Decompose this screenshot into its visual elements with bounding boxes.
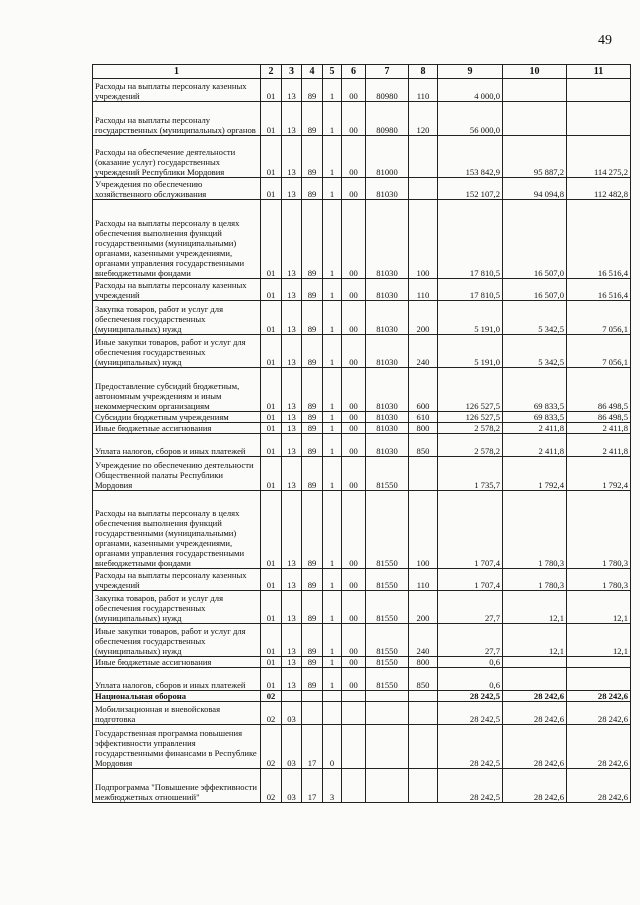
amount-col9: 27,7: [438, 624, 503, 657]
amount-col9: 2 578,2: [438, 434, 503, 457]
code-subsection: 13: [282, 301, 302, 335]
amount-col11: 114 275,2: [567, 136, 631, 178]
code-direction: [366, 725, 409, 769]
amount-col11: 28 242,6: [567, 725, 631, 769]
code-subsection: 13: [282, 200, 302, 279]
code-subsection: 13: [282, 79, 302, 102]
code-program: 17: [302, 725, 323, 769]
amount-col10: [503, 79, 567, 102]
code-subsection: 13: [282, 136, 302, 178]
code-expense-type: 110: [409, 79, 438, 102]
amount-col11: 1 780,3: [567, 491, 631, 569]
column-header: 3: [282, 65, 302, 79]
code-section: 01: [261, 178, 282, 200]
table-row: [93, 136, 631, 178]
code-direction: 81030: [366, 301, 409, 335]
column-header: 11: [567, 65, 631, 79]
code-program: 89: [302, 491, 323, 569]
amount-col9: 17 810,5: [438, 279, 503, 301]
column-header: 8: [409, 65, 438, 79]
amount-col11: 28 242,6: [567, 769, 631, 803]
code-section: 01: [261, 591, 282, 624]
code-subprogram: 1: [323, 423, 342, 434]
code-section: 01: [261, 434, 282, 457]
code-direction: 81030: [366, 178, 409, 200]
amount-col11: 7 056,1: [567, 301, 631, 335]
table-row: [93, 668, 631, 691]
code-section: 01: [261, 136, 282, 178]
code-section: 02: [261, 725, 282, 769]
code-expense-type: 850: [409, 668, 438, 691]
code-subprogram: 1: [323, 668, 342, 691]
code-program: 89: [302, 79, 323, 102]
amount-col9: 5 191,0: [438, 301, 503, 335]
amount-col9: 2 578,2: [438, 423, 503, 434]
table-row: [93, 569, 631, 591]
table-row: [93, 279, 631, 301]
code-direction: 81030: [366, 279, 409, 301]
amount-col11: [567, 668, 631, 691]
code-direction: [366, 702, 409, 725]
code-section: 01: [261, 301, 282, 335]
code-measure: 00: [342, 657, 366, 668]
row-name: Государственная программа повышения эффективности управления государственными финансами в Республике Мордовия: [93, 725, 261, 769]
amount-col9: 5 191,0: [438, 335, 503, 368]
amount-col10: 12,1: [503, 624, 567, 657]
amount-col9: 126 527,5: [438, 412, 503, 423]
column-header: 1: [93, 65, 261, 79]
code-subsection: 03: [282, 769, 302, 803]
table-row: [93, 79, 631, 102]
code-measure: 00: [342, 457, 366, 491]
code-subprogram: 1: [323, 368, 342, 412]
amount-col11: 16 516,4: [567, 279, 631, 301]
code-expense-type: 240: [409, 335, 438, 368]
code-expense-type: 110: [409, 569, 438, 591]
column-header: 5: [323, 65, 342, 79]
code-program: 89: [302, 434, 323, 457]
code-section: 01: [261, 200, 282, 279]
table-row: [93, 624, 631, 657]
code-measure: 00: [342, 591, 366, 624]
code-direction: 81030: [366, 200, 409, 279]
row-name: Учреждение по обеспечению деятельности Общественной палаты Республики Мордовия: [93, 457, 261, 491]
amount-col10: 5 342,5: [503, 335, 567, 368]
row-name: Предоставление субсидий бюджетным, автономным учреждениям и иным некоммерческим организациям: [93, 368, 261, 412]
amount-col11: 2 411,8: [567, 423, 631, 434]
amount-col10: [503, 668, 567, 691]
row-name: Расходы на выплаты персоналу в целях обеспечения выполнения функций государственными (муниципальными) органами, казенными учреждениями, органами управления государственными внебюджетными фондами: [93, 491, 261, 569]
code-section: 01: [261, 457, 282, 491]
code-subprogram: [323, 691, 342, 702]
code-subprogram: 1: [323, 200, 342, 279]
row-name: Иные закупки товаров, работ и услуг для обеспечения государственных (муниципальных) нужд: [93, 624, 261, 657]
code-expense-type: 800: [409, 423, 438, 434]
amount-col9: 28 242,5: [438, 725, 503, 769]
code-section: 02: [261, 769, 282, 803]
amount-col10: 1 780,3: [503, 569, 567, 591]
code-program: [302, 702, 323, 725]
amount-col10: [503, 657, 567, 668]
code-subsection: 13: [282, 102, 302, 136]
code-expense-type: 110: [409, 279, 438, 301]
code-expense-type: 240: [409, 624, 438, 657]
amount-col10: 69 833,5: [503, 368, 567, 412]
amount-col11: 7 056,1: [567, 335, 631, 368]
row-name: Расходы на выплаты персоналу государственных (муниципальных) органов: [93, 102, 261, 136]
table-row: [93, 491, 631, 569]
table-row: [93, 591, 631, 624]
column-header: 7: [366, 65, 409, 79]
amount-col10: 28 242,6: [503, 691, 567, 702]
code-section: 01: [261, 569, 282, 591]
code-direction: 81550: [366, 657, 409, 668]
code-program: 89: [302, 368, 323, 412]
amount-col9: 28 242,5: [438, 691, 503, 702]
amount-col9: 1 707,4: [438, 569, 503, 591]
row-name: Закупка товаров, работ и услуг для обеспечения государственных (муниципальных) нужд: [93, 591, 261, 624]
code-subsection: 13: [282, 279, 302, 301]
code-direction: 81030: [366, 368, 409, 412]
row-name: Подпрограмма "Повышение эффективности межбюджетных отношений": [93, 769, 261, 803]
code-subsection: 03: [282, 702, 302, 725]
amount-col11: 12,1: [567, 624, 631, 657]
code-section: 01: [261, 423, 282, 434]
code-expense-type: 100: [409, 200, 438, 279]
amount-col10: 28 242,6: [503, 769, 567, 803]
code-program: 89: [302, 178, 323, 200]
code-direction: 81550: [366, 624, 409, 657]
amount-col9: 4 000,0: [438, 79, 503, 102]
code-program: 89: [302, 569, 323, 591]
code-direction: 80980: [366, 102, 409, 136]
code-expense-type: 120: [409, 102, 438, 136]
amount-col11: 112 482,8: [567, 178, 631, 200]
code-measure: [342, 691, 366, 702]
table-row: [93, 200, 631, 279]
code-program: 89: [302, 335, 323, 368]
row-name: Уплата налогов, сборов и иных платежей: [93, 668, 261, 691]
code-subprogram: 1: [323, 279, 342, 301]
code-subprogram: 1: [323, 624, 342, 657]
amount-col11: 86 498,5: [567, 368, 631, 412]
code-section: 01: [261, 368, 282, 412]
code-subprogram: 1: [323, 301, 342, 335]
amount-col9: 126 527,5: [438, 368, 503, 412]
row-name: Учреждения по обеспечению хозяйственного обслуживания: [93, 178, 261, 200]
amount-col9: 28 242,5: [438, 769, 503, 803]
code-expense-type: [409, 702, 438, 725]
code-program: 89: [302, 301, 323, 335]
code-program: 89: [302, 136, 323, 178]
code-subsection: 13: [282, 412, 302, 423]
amount-col11: 1 780,3: [567, 569, 631, 591]
code-direction: 81550: [366, 491, 409, 569]
code-section: 01: [261, 657, 282, 668]
table-row: [93, 657, 631, 668]
code-section: 02: [261, 691, 282, 702]
amount-col9: 1 735,7: [438, 457, 503, 491]
code-measure: 00: [342, 624, 366, 657]
table-row: [93, 178, 631, 200]
code-section: 01: [261, 624, 282, 657]
row-name: Иные бюджетные ассигнования: [93, 423, 261, 434]
amount-col10: [503, 102, 567, 136]
table-row: [93, 457, 631, 491]
code-section: 01: [261, 335, 282, 368]
table-row: [93, 691, 631, 702]
code-direction: [366, 691, 409, 702]
code-measure: 00: [342, 301, 366, 335]
amount-col11: 16 516,4: [567, 200, 631, 279]
code-subsection: 13: [282, 657, 302, 668]
code-program: 89: [302, 657, 323, 668]
column-header: 2: [261, 65, 282, 79]
code-subsection: 13: [282, 668, 302, 691]
code-section: 01: [261, 79, 282, 102]
code-expense-type: 600: [409, 368, 438, 412]
amount-col9: 56 000,0: [438, 102, 503, 136]
table-row: [93, 769, 631, 803]
code-expense-type: [409, 178, 438, 200]
code-subprogram: 1: [323, 412, 342, 423]
amount-col9: 153 842,9: [438, 136, 503, 178]
code-subsection: 13: [282, 335, 302, 368]
code-program: 89: [302, 200, 323, 279]
code-subsection: 13: [282, 368, 302, 412]
amount-col9: 152 107,2: [438, 178, 503, 200]
code-subprogram: 1: [323, 335, 342, 368]
amount-col10: 69 833,5: [503, 412, 567, 423]
row-name: Национальная оборона: [93, 691, 261, 702]
table-row: [93, 301, 631, 335]
amount-col11: 1 792,4: [567, 457, 631, 491]
row-name: Уплата налогов, сборов и иных платежей: [93, 434, 261, 457]
code-direction: 81030: [366, 434, 409, 457]
code-subprogram: 1: [323, 102, 342, 136]
code-direction: 81030: [366, 335, 409, 368]
amount-col10: 12,1: [503, 591, 567, 624]
code-measure: 00: [342, 668, 366, 691]
code-measure: [342, 725, 366, 769]
code-direction: 81030: [366, 423, 409, 434]
amount-col10: 2 411,8: [503, 423, 567, 434]
code-subprogram: 1: [323, 136, 342, 178]
code-program: 89: [302, 279, 323, 301]
code-section: 02: [261, 702, 282, 725]
code-measure: 00: [342, 178, 366, 200]
amount-col11: 28 242,6: [567, 691, 631, 702]
code-measure: 00: [342, 136, 366, 178]
code-program: 17: [302, 769, 323, 803]
amount-col10: 16 507,0: [503, 279, 567, 301]
column-header: 6: [342, 65, 366, 79]
code-expense-type: 610: [409, 412, 438, 423]
amount-col9: 27,7: [438, 591, 503, 624]
code-subsection: 13: [282, 569, 302, 591]
code-subprogram: 1: [323, 434, 342, 457]
code-expense-type: 100: [409, 491, 438, 569]
code-program: 89: [302, 457, 323, 491]
amount-col10: 2 411,8: [503, 434, 567, 457]
amount-col9: 0,6: [438, 657, 503, 668]
amount-col10: 95 887,2: [503, 136, 567, 178]
code-measure: 00: [342, 569, 366, 591]
amount-col9: 0,6: [438, 668, 503, 691]
code-subsection: 13: [282, 591, 302, 624]
code-expense-type: [409, 457, 438, 491]
code-expense-type: 800: [409, 657, 438, 668]
amount-col10: 28 242,6: [503, 725, 567, 769]
code-direction: 81550: [366, 591, 409, 624]
row-name: Мобилизационная и вневойсковая подготовка: [93, 702, 261, 725]
table-row: [93, 434, 631, 457]
code-program: 89: [302, 102, 323, 136]
code-expense-type: [409, 725, 438, 769]
page-number: 49: [598, 33, 612, 48]
code-program: 89: [302, 624, 323, 657]
amount-col9: 1 707,4: [438, 491, 503, 569]
code-program: 89: [302, 412, 323, 423]
row-name: Субсидии бюджетным учреждениям: [93, 412, 261, 423]
table-row: [93, 423, 631, 434]
amount-col11: [567, 102, 631, 136]
table-row: [93, 412, 631, 423]
table-row: [93, 335, 631, 368]
code-subsection: [282, 691, 302, 702]
code-subprogram: [323, 702, 342, 725]
table-row: [93, 725, 631, 769]
budget-table: [92, 64, 631, 803]
code-measure: 00: [342, 434, 366, 457]
code-direction: 80980: [366, 79, 409, 102]
amount-col11: [567, 657, 631, 668]
code-subsection: 13: [282, 178, 302, 200]
code-measure: 00: [342, 279, 366, 301]
amount-col10: 16 507,0: [503, 200, 567, 279]
code-subsection: 03: [282, 725, 302, 769]
code-subprogram: 1: [323, 457, 342, 491]
code-direction: 81030: [366, 412, 409, 423]
row-name: Расходы на выплаты персоналу казенных учреждений: [93, 79, 261, 102]
code-subprogram: 0: [323, 725, 342, 769]
amount-col11: 2 411,8: [567, 434, 631, 457]
code-expense-type: 200: [409, 591, 438, 624]
code-subsection: 13: [282, 423, 302, 434]
code-program: [302, 691, 323, 702]
code-direction: [366, 769, 409, 803]
column-header: 4: [302, 65, 323, 79]
code-measure: 00: [342, 368, 366, 412]
amount-col11: 28 242,6: [567, 702, 631, 725]
code-subprogram: 1: [323, 657, 342, 668]
code-subprogram: 1: [323, 569, 342, 591]
code-subsection: 13: [282, 457, 302, 491]
amount-col11: [567, 79, 631, 102]
row-name: Закупка товаров, работ и услуг для обеспечения государственных (муниципальных) нужд: [93, 301, 261, 335]
row-name: Иные закупки товаров, работ и услуг для обеспечения государственных (муниципальных) нужд: [93, 335, 261, 368]
table-row: [93, 368, 631, 412]
code-program: 89: [302, 423, 323, 434]
code-program: 89: [302, 668, 323, 691]
amount-col9: 28 242,5: [438, 702, 503, 725]
row-name: Расходы на выплаты персоналу казенных учреждений: [93, 279, 261, 301]
table-row: [93, 702, 631, 725]
code-direction: 81550: [366, 668, 409, 691]
code-subsection: 13: [282, 434, 302, 457]
code-measure: [342, 702, 366, 725]
code-measure: 00: [342, 79, 366, 102]
code-section: 01: [261, 279, 282, 301]
code-subsection: 13: [282, 624, 302, 657]
column-header: 9: [438, 65, 503, 79]
amount-col10: 28 242,6: [503, 702, 567, 725]
code-expense-type: [409, 769, 438, 803]
code-expense-type: 850: [409, 434, 438, 457]
row-name: Расходы на выплаты персоналу в целях обеспечения выполнения функций государственными (муниципальными) органами, казенными учреждениями, органами управления государственными внебюджетными фондами: [93, 200, 261, 279]
code-subsection: 13: [282, 491, 302, 569]
code-subprogram: 1: [323, 178, 342, 200]
code-measure: 00: [342, 102, 366, 136]
column-header: 10: [503, 65, 567, 79]
code-section: 01: [261, 412, 282, 423]
code-measure: 00: [342, 491, 366, 569]
amount-col10: 94 094,8: [503, 178, 567, 200]
amount-col11: 12,1: [567, 591, 631, 624]
row-name: Расходы на выплаты персоналу казенных учреждений: [93, 569, 261, 591]
table-row: [93, 102, 631, 136]
amount-col9: 17 810,5: [438, 200, 503, 279]
amount-col10: 1 792,4: [503, 457, 567, 491]
code-section: 01: [261, 668, 282, 691]
code-subprogram: 1: [323, 491, 342, 569]
code-direction: 81550: [366, 457, 409, 491]
code-expense-type: 200: [409, 301, 438, 335]
code-measure: 00: [342, 200, 366, 279]
code-measure: 00: [342, 335, 366, 368]
row-name: Иные бюджетные ассигнования: [93, 657, 261, 668]
row-name: Расходы на обеспечение деятельности (оказание услуг) государственных учреждений Республики Мордовия: [93, 136, 261, 178]
code-direction: 81550: [366, 569, 409, 591]
code-measure: 00: [342, 412, 366, 423]
amount-col10: 1 780,3: [503, 491, 567, 569]
code-expense-type: [409, 691, 438, 702]
code-expense-type: [409, 136, 438, 178]
code-section: 01: [261, 491, 282, 569]
code-subprogram: 1: [323, 79, 342, 102]
amount-col10: 5 342,5: [503, 301, 567, 335]
code-subprogram: 3: [323, 769, 342, 803]
code-measure: 00: [342, 423, 366, 434]
code-measure: [342, 769, 366, 803]
code-section: 01: [261, 102, 282, 136]
code-program: 89: [302, 591, 323, 624]
code-subprogram: 1: [323, 591, 342, 624]
amount-col11: 86 498,5: [567, 412, 631, 423]
header-row: [93, 65, 631, 79]
code-direction: 81000: [366, 136, 409, 178]
